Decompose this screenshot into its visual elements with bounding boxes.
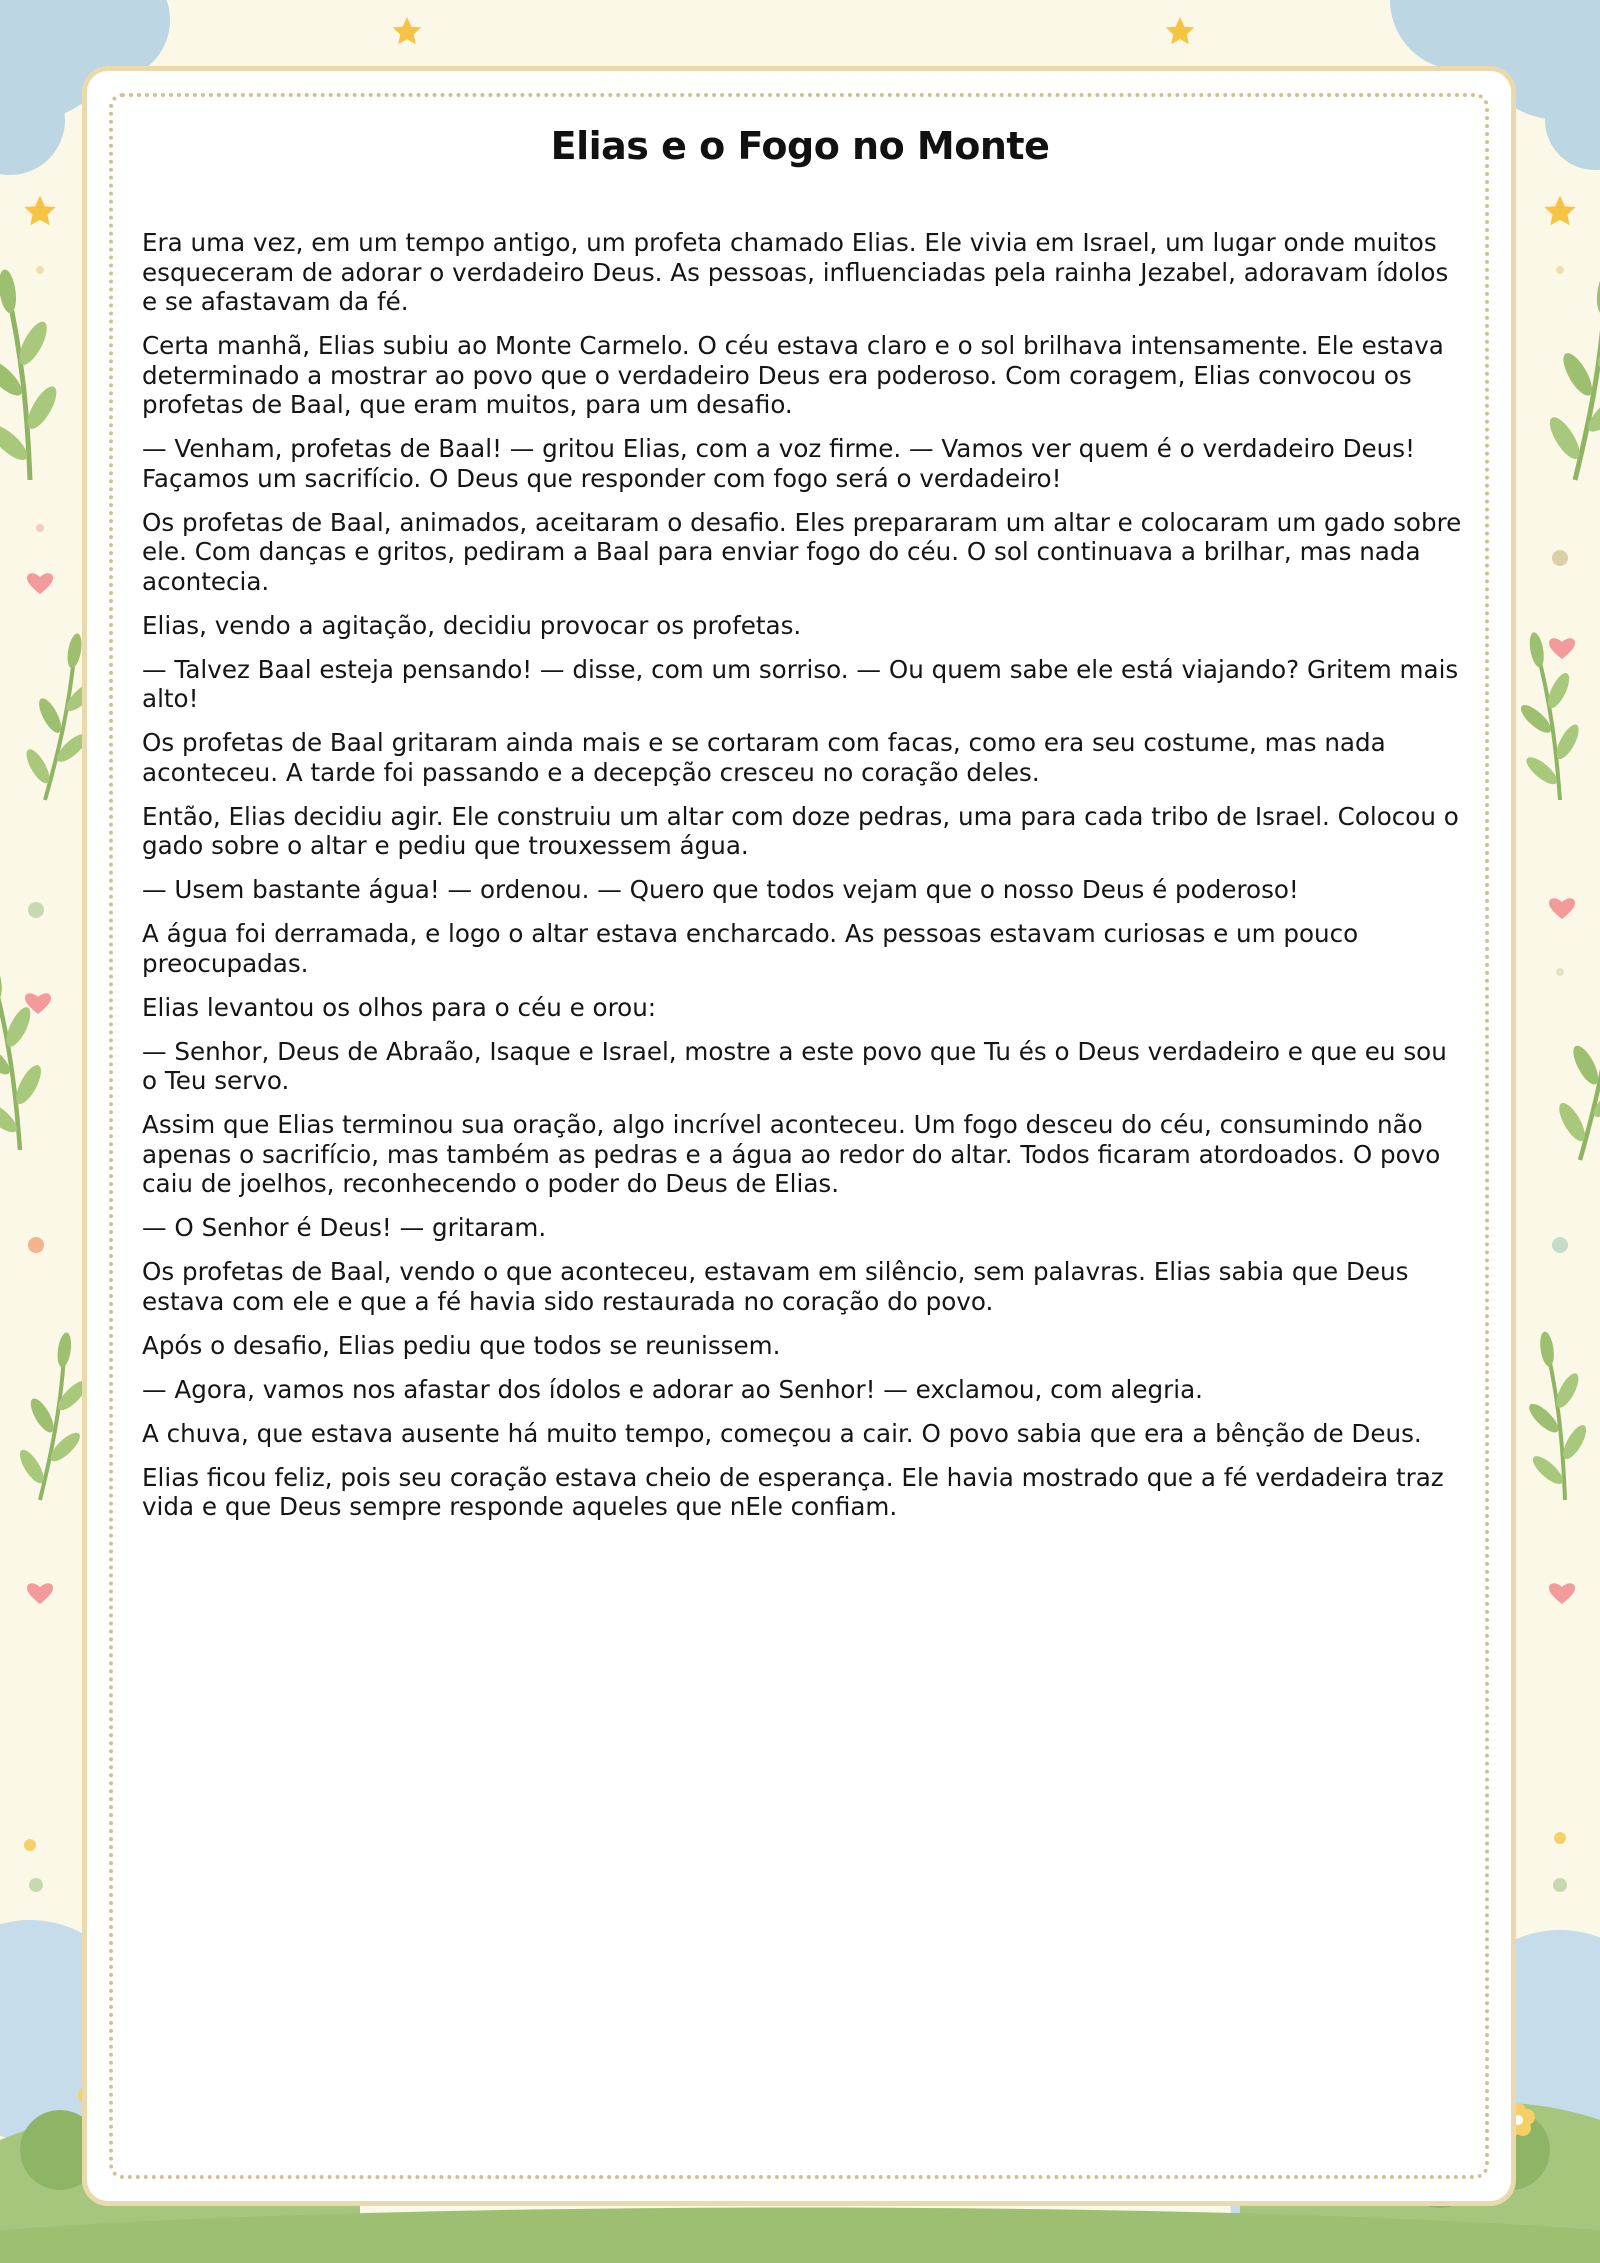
story-paragraph: — Agora, vamos nos afastar dos ídolos e adorar ao Senhor! — exclamou, com alegria.: [142, 1374, 1203, 1404]
story-paragraph: A água foi derramada, e logo o altar estava encharcado. As pessoas estavam curiosas e um pouco preocupadas.: [142, 919, 1359, 978]
leaf-icon: [1511, 1327, 1600, 1504]
story-paragraph: Certa manhã, Elias subiu ao Monte Carmelo. O céu estava claro e o sol brilhava intensamente. Ele estava determinado a mostrar ao povo que o verdadeiro Deus era poderoso. Com coragem, Elias convocou os profetas de Baal, que eram muitos, para um desafio.: [142, 331, 1444, 419]
leaf-icon: [0, 264, 73, 485]
story-paragraph: Era uma vez, em um tempo antigo, um profeta chamado Elias. Ele vivia em Israel, um lugar onde muitos esqueceram de adorar o verdadeiro Deus. As pessoas, influenciadas pela rainha Jezabel, adoravam ídolos e se afastavam da fé.: [142, 228, 1449, 316]
story-paragraph: A chuva, que estava ausente há muito tempo, começou a cair. O povo sabia que era a bênção de Deus.: [142, 1418, 1422, 1448]
story-paragraph: — Usem bastante água! — ordenou. — Quero que todos vejam que o nosso Deus é poderoso!: [142, 875, 1299, 904]
story-title: Elias e o Fogo no Monte: [550, 124, 1050, 168]
story-paragraph: Após o desafio, Elias pediu que todos se reunissem.: [142, 1330, 781, 1360]
story-paragraph: Então, Elias decidiu agir. Ele construiu um altar com doze pedras, uma para cada tribo de Israel. Colocou o gado sobre o altar e pediu que trouxessem água.: [142, 801, 1459, 860]
leaf-icon: [1546, 966, 1600, 1167]
story-paragraph: Os profetas de Baal gritaram ainda mais e se cortaram com facas, como era seu costume, mas nada aconteceu. A tarde foi passando e a decepção cresceu no coração deles.: [142, 728, 1386, 787]
story-paragraph: — Talvez Baal esteja pensando! — disse, com um sorriso. — Ou quem sabe ele está viajando? Gritem mais alto!: [142, 654, 1459, 713]
story-paragraph: — Senhor, Deus de Abraão, Isaque e Israel, mostre a este povo que Tu és o Deus verdadeiro e que eu sou o Teu servo.: [142, 1036, 1447, 1095]
heart-icon: [27, 1583, 53, 1604]
story-paragraph: — O Senhor é Deus! — gritaram.: [142, 1213, 547, 1242]
leaf-icon: [0, 955, 59, 1156]
story-paragraph: Elias levantou os olhos para o céu e orou:: [142, 992, 657, 1022]
story-paragraph: Elias, vendo a agitação, decidiu provocar os profetas.: [142, 610, 802, 640]
heart-icon: [1549, 638, 1575, 659]
story-paragraph: — Venham, profetas de Baal! — gritou Elias, com a voz firme. — Vamos ver quem é o verdadeiro Deus! Façamos um sacrifício. O Deus que responder com fogo será o verdadeiro!: [142, 434, 1415, 493]
leaf-icon: [1537, 265, 1600, 486]
star-icon: [1544, 196, 1575, 226]
story-body: [142, 228, 1462, 1536]
heart-icon: [1549, 898, 1575, 919]
star-icon: [24, 196, 55, 226]
star-icon: [1166, 17, 1195, 44]
heart-icon: [1549, 1583, 1575, 1604]
heart-icon: [27, 573, 53, 594]
story-paragraph: Elias ficou feliz, pois seu coração estava cheio de esperança. Ele havia mostrado que a fé verdadeira traz vida e que Deus sempre responde aqueles que nEle confiam.: [142, 1462, 1444, 1521]
star-icon: [393, 17, 422, 44]
story-paragraph: Assim que Elias terminou sua oração, algo incrível aconteceu. Um fogo desceu do céu, consumindo não apenas o sacrifício, mas também as pedras e a água ao redor do altar. Todos ficaram atordoados. O povo caiu de joelhos, reconhecendo o poder do Deus de Elias.: [142, 1110, 1441, 1198]
story-paragraph: Os profetas de Baal, vendo o que aconteceu, estavam em silêncio, sem palavras. Elias sabia que Deus estava com ele e que a fé havia sido restaurada no coração do povo.: [142, 1257, 1409, 1316]
story-paragraph: Os profetas de Baal, animados, aceitaram o desafio. Eles prepararam um altar e colocaram um gado sobre ele. Com danças e gritos, pediram a Baal para enviar fogo do céu. O sol continuava a brilhar, mas nada acontecia.: [142, 507, 1462, 596]
